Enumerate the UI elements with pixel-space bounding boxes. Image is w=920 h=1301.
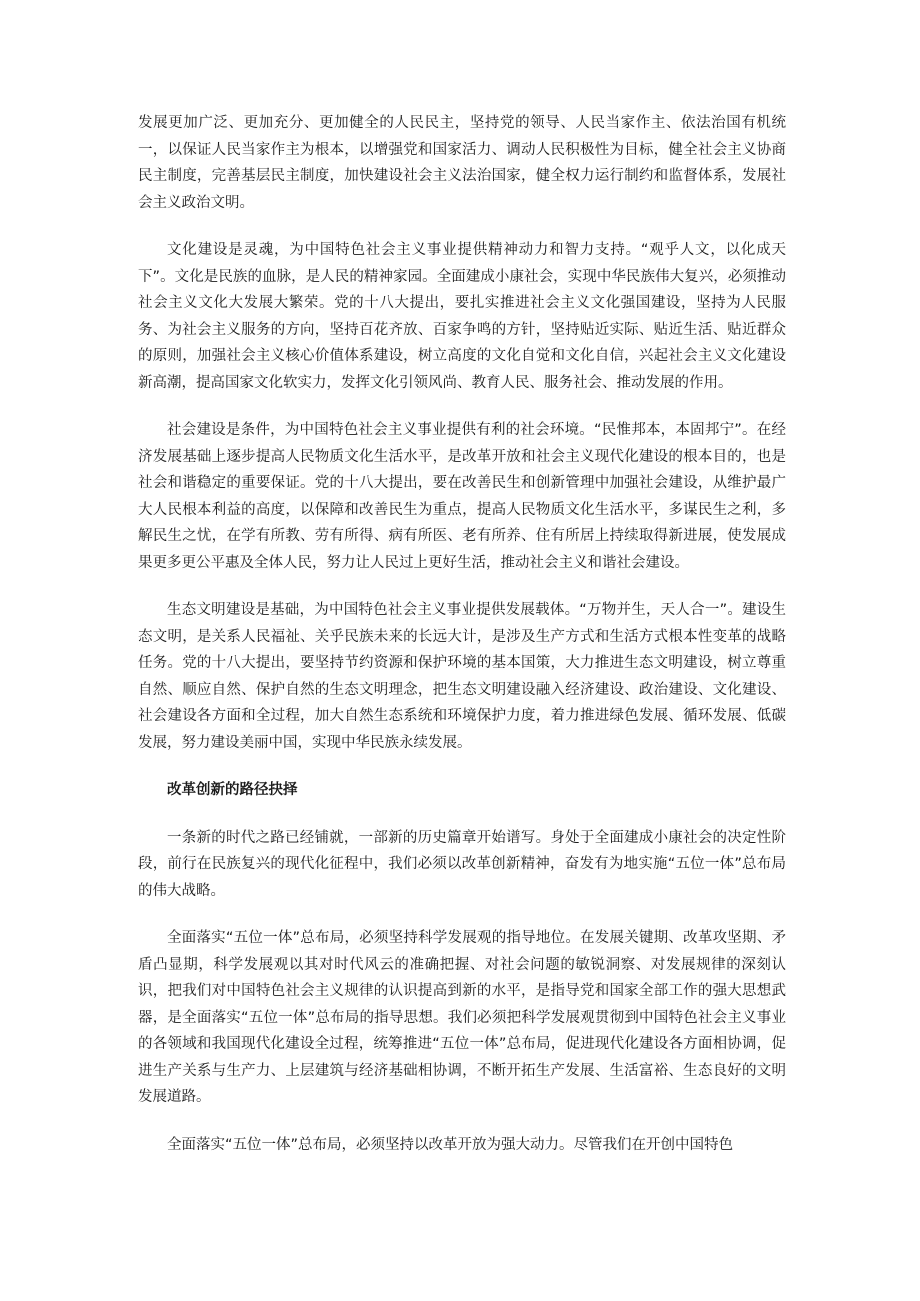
- paragraph-political: 发展更加广泛、更加充分、更加健全的人民民主，坚持党的领导、人民当家作主、依法治国有机统一，以保证人民当家作主为根本，以增强党和国家活力、调动人民积极性为目标，健全社会主义协商民主制度，完善基层民主制度，加快建设社会主义法治国家，健全权力运行制约和监督体系，发展社会主义政治文明。: [138, 115, 786, 211]
- section-heading: 改革创新的路径抉择: [167, 782, 298, 798]
- document-body: [138, 110, 786, 1179]
- paragraph-social: 社会建设是条件，为中国特色社会主义事业提供有利的社会环境。“民惟邦本，本固邦宁”。在经济发展基础上逐步提高人民物质文化生活水平，是改革开放和社会主义现代化建设的根本目的，也是社会和谐稳定的重要保证。党的十八大提出，要在改善民生和创新管理中加强社会建设，从维护最广大人民根本利益的高度，以保障和改善民生为重点，提高人民物质文化生活水平，多谋民生之利，多解民生之忧，在学有所教、劳有所得、病有所医、老有所养、住有所居上持续取得新进展，使发展成果更多更公平惠及全体人民，努力让人民过上更好生活，推动社会主义和谐社会建设。: [138, 422, 786, 571]
- paragraph-reform-opening: 全面落实“五位一体”总布局，必须坚持以改革开放为强大动力。尽管我们在开创中国特色: [167, 1136, 734, 1153]
- paragraph-cultural: 文化建设是灵魂，为中国特色社会主义事业提供精神动力和智力支持。“观乎人文，以化成天下”。文化是民族的血脉，是人民的精神家园。全面建成小康社会，实现中华民族伟大复兴，必须推动社会主义文化大发展大繁荣。党的十八大提出，要扎实推进社会主义文化强国建设，坚持为人民服务、为社会主义服务的方向，坚持百花齐放、百家争鸣的方针，坚持贴近实际、贴近生活、贴近群众的原则，加强社会主义核心价值体系建设，树立高度的文化自觉和文化自信，兴起社会主义文化建设新高潮，提高国家文化软实力，发挥文化引领风尚、教育人民、服务社会、推动发展的作用。: [138, 242, 786, 391]
- paragraph-scientific-development: 全面落实“五位一体”总布局，必须坚持科学发展观的指导地位。在发展关键期、改革攻坚期、矛盾凸显期，科学发展观以其对时代风云的准确把握、对社会问题的敏锐洞察、对发展规律的深刻认识，把我们对中国特色社会主义规律的认识提高到新的水平，是指导党和国家全部工作的强大思想武器，是全面落实“五位一体”总布局的指导思想。我们必须把科学发展观贯彻到中国特色社会主义事业的各领域和我国现代化建设全过程，统筹推进“五位一体”总布局，促进现代化建设各方面相协调，促进生产关系与生产力、上层建筑与经济基础相协调，不断开拓生产发展、生活富裕、生态良好的文明发展道路。: [138, 930, 786, 1105]
- paragraph-new-era: 一条新的时代之路已经铺就，一部新的历史篇章开始谱写。身处于全面建成小康社会的决定性阶段，前行在民族复兴的现代化征程中，我们必须以改革创新精神，奋发有为地实施“五位一体”总布局的伟大战略。: [138, 829, 786, 899]
- paragraph-ecological: 生态文明建设是基础，为中国特色社会主义事业提供发展载体。“万物并生，天人合一”。建设生态文明，是关系人民福祉、关乎民族未来的长远大计，是涉及生产方式和生活方式根本性变革的战略任务。党的十八大提出，要坚持节约资源和保护环境的基本国策，大力推进生态文明建设，树立尊重自然、顺应自然、保护自然的生态文明理念，把生态文明建设融入经济建设、政治建设、文化建设、社会建设各方面和全过程，加大自然生态系统和环境保护力度，着力推进绿色发展、循环发展、低碳发展，努力建设美丽中国，实现中华民族永续发展。: [138, 602, 786, 751]
